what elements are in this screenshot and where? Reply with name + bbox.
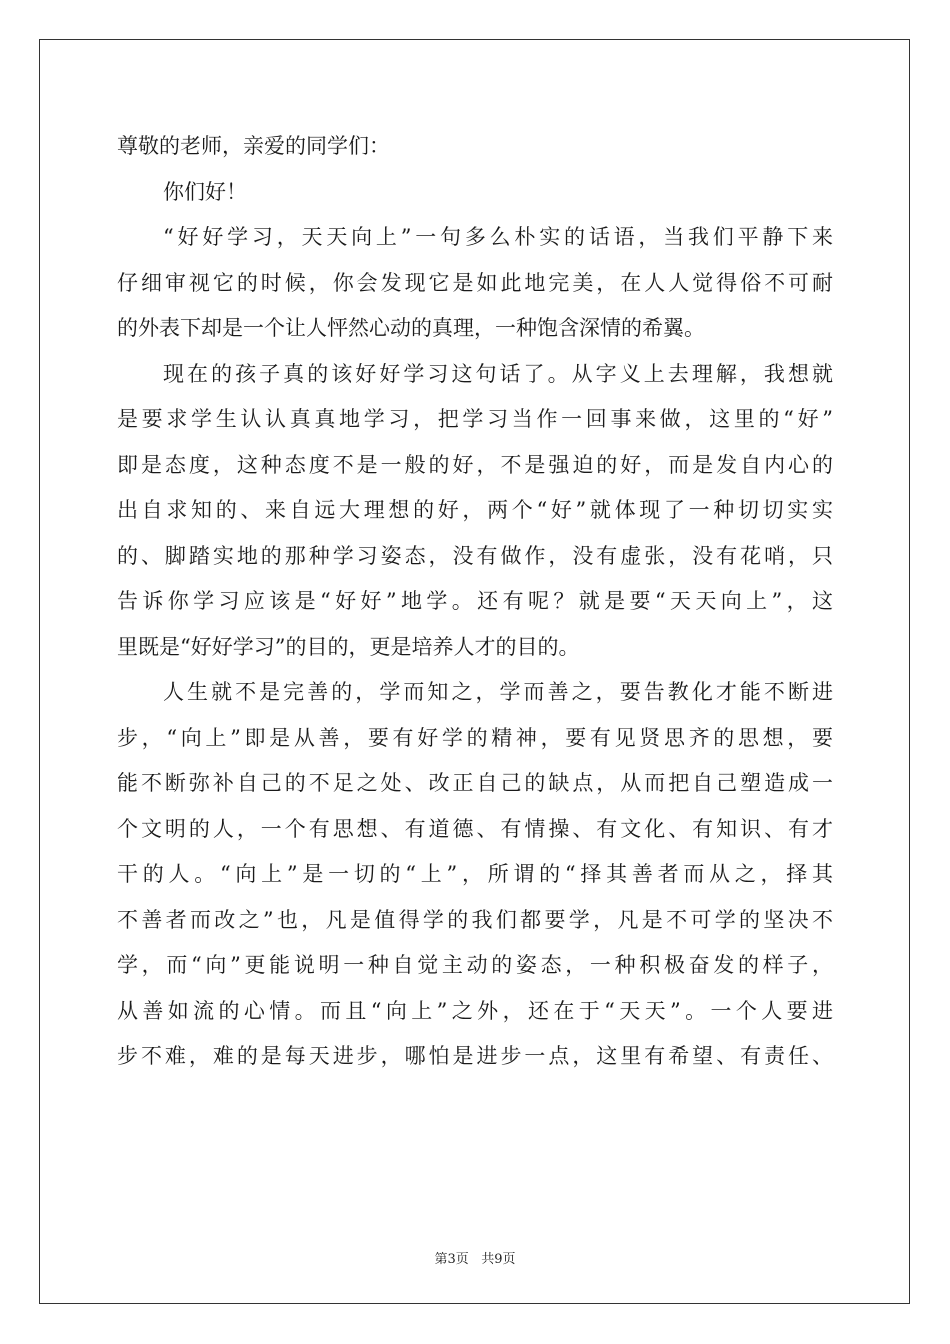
paragraph-4-line-1: 人生就不是完善的，学而知之，学而善之，要告教化才能不断进 — [163, 680, 833, 704]
paragraph-3-line-6: 告诉你学习应该是“好好”地学。还有呢？就是要“天天向上”，这 — [117, 589, 833, 613]
paragraph-4-line-3: 能不断弥补自己的不足之处、改正自己的缺点，从而把自己塑造成一 — [117, 771, 833, 795]
greeting-line: 尊敬的老师，亲爱的同学们： — [117, 134, 390, 158]
paragraph-4-line-8: 从善如流的心情。而且“向上”之外，还在于“天天”。一个人要进 — [117, 998, 833, 1023]
paragraph-3-line-7: 里既是“好好学习”的目的，更是培养人才的目的。 — [117, 634, 580, 659]
paragraph-3-line-4: 出自求知的、来自远大理想的好，两个“好”就体现了一种切切实实 — [117, 498, 833, 522]
paragraph-2-line-1: “好好学习，天天向上”一句多么朴实的话语，当我们平静下来 — [163, 225, 833, 249]
paragraph-4-line-6: 不善者而改之”也，凡是值得学的我们都要学，凡是不可学的坚决不 — [117, 907, 833, 932]
page-footer — [0, 1248, 950, 1267]
paragraph-1-line-1: 你们好！ — [163, 179, 247, 204]
paragraph-3-line-5: 的、脚踏实地的那种学习姿态，没有做作，没有虚张，没有花哨，只 — [117, 543, 833, 568]
paragraph-4-line-2: 步，“向上”即是从善，要有好学的精神，要有见贤思齐的思想，要 — [117, 725, 833, 750]
paragraph-3-line-2: 是要求学生认认真真地学习，把学习当作一回事来做，这里的“好” — [117, 407, 833, 431]
paragraph-4-line-5: 干的人。“向上”是一切的“上”，所谓的“择其善者而从之，择其 — [117, 862, 833, 886]
paragraph-2-line-3: 的外表下却是一个让人怦然心动的真理，一种饱含深情的希翼。 — [117, 316, 705, 340]
document-body — [117, 124, 833, 1080]
paragraph-3-line-3: 即是态度，这种态度不是一般的好，不是强迫的好，而是发自内心的 — [117, 452, 833, 477]
paragraph-4-line-7: 学，而“向”更能说明一种自觉主动的姿态，一种积极奋发的样子， — [117, 953, 833, 977]
page-number-label: 第3页 — [434, 1252, 469, 1267]
paragraph-2-line-2: 仔细审视它的时候，你会发现它是如此地完美，在人人觉得俗不可耐 — [117, 270, 833, 295]
paragraph-4-line-4: 个文明的人，一个有思想、有道德、有情操、有文化、有知识、有才 — [117, 816, 833, 841]
paragraph-3-line-1: 现在的孩子真的该好好学习这句话了。从字义上去理解，我想就 — [163, 361, 833, 386]
paragraph-4-line-9: 步不难，难的是每天进步，哪怕是进步一点，这里有希望、有责任、 — [117, 1044, 833, 1068]
page-total-label: 共9页 — [481, 1252, 516, 1267]
